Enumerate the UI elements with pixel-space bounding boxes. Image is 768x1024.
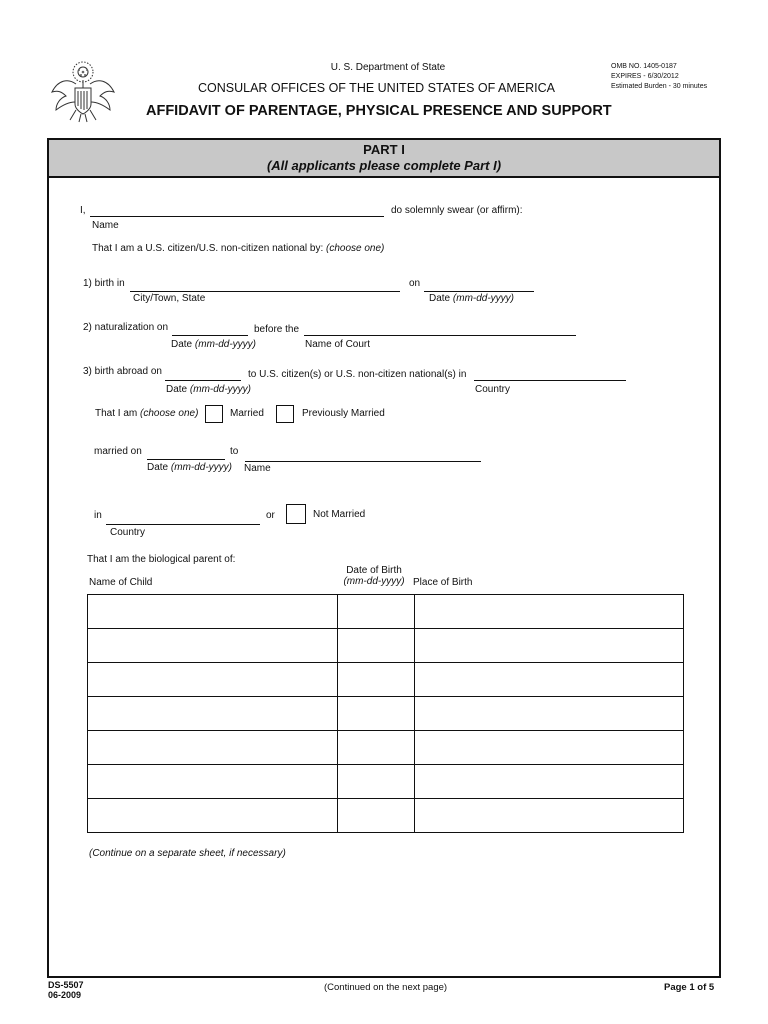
before-the-label: before the bbox=[254, 324, 300, 335]
child-name-cell[interactable] bbox=[88, 629, 338, 663]
part-one-header bbox=[49, 140, 719, 178]
court-name-label: Name of Court bbox=[305, 339, 371, 350]
swear-text: do solemnly swear (or affirm): bbox=[391, 205, 523, 216]
child-place-cell[interactable] bbox=[415, 799, 684, 833]
marriage-country-field[interactable] bbox=[106, 524, 260, 525]
not-married-label: Not Married bbox=[313, 509, 366, 520]
page-number: Page 1 of 5 bbox=[664, 982, 715, 993]
citizen-by-text: That I am a U.S. citizen/U.S. non-citizen national by: (choose one) bbox=[92, 243, 385, 254]
part-title: PART I bbox=[363, 142, 405, 157]
col-place-of-birth: Place of Birth bbox=[413, 577, 473, 588]
to-label: to bbox=[230, 446, 239, 457]
child-name-cell[interactable] bbox=[88, 697, 338, 731]
birth-in-label: 1) birth in bbox=[83, 278, 125, 289]
part-subtitle: (All applicants please complete Part I) bbox=[266, 158, 502, 173]
on-label: on bbox=[409, 278, 421, 289]
child-name-cell[interactable] bbox=[88, 799, 338, 833]
child-place-cell[interactable] bbox=[415, 629, 684, 663]
child-place-cell[interactable] bbox=[415, 595, 684, 629]
child-name-cell[interactable] bbox=[88, 663, 338, 697]
department-name: U. S. Department of State bbox=[330, 62, 446, 73]
birth-city-state-field[interactable] bbox=[130, 291, 400, 292]
col-name-of-child: Name of Child bbox=[89, 577, 153, 588]
i-prefix: I, bbox=[80, 205, 86, 216]
child-name-cell[interactable] bbox=[88, 731, 338, 765]
continued-note: (Continued on the next page) bbox=[324, 982, 448, 993]
marital-status-prompt: That I am (choose one) bbox=[95, 408, 199, 419]
child-dob-cell[interactable] bbox=[338, 595, 415, 629]
form-version-date: 06-2009 bbox=[48, 990, 82, 1000]
child-dob-cell[interactable] bbox=[338, 663, 415, 697]
to-citizens-text: to U.S. citizen(s) or U.S. non-citizen national(s) in bbox=[248, 369, 467, 380]
affiant-name-field[interactable] bbox=[90, 216, 384, 217]
not-married-checkbox[interactable] bbox=[286, 504, 306, 524]
child-place-cell[interactable] bbox=[415, 697, 684, 731]
naturalization-date-label: Date (mm-dd-yyyy) bbox=[171, 339, 257, 350]
table-row bbox=[88, 765, 684, 799]
col-dob-format: (mm-dd-yyyy) bbox=[343, 576, 405, 587]
children-table bbox=[87, 594, 684, 833]
marriage-date-label: Date (mm-dd-yyyy) bbox=[147, 462, 233, 473]
naturalization-date-field[interactable] bbox=[172, 335, 248, 336]
married-label: Married bbox=[230, 408, 264, 419]
married-on-label: married on bbox=[94, 446, 142, 457]
married-checkbox[interactable] bbox=[205, 405, 223, 423]
naturalization-label: 2) naturalization on bbox=[83, 322, 169, 333]
table-row bbox=[88, 629, 684, 663]
marriage-country-label: Country bbox=[110, 527, 146, 538]
table-row bbox=[88, 731, 684, 765]
child-place-cell[interactable] bbox=[415, 663, 684, 697]
expiration-date: EXPIRES - 6/30/2012 bbox=[611, 73, 679, 80]
spouse-name-field[interactable] bbox=[245, 461, 481, 462]
previously-married-checkbox[interactable] bbox=[276, 405, 294, 423]
birth-abroad-date-field[interactable] bbox=[165, 380, 241, 381]
omb-number: OMB NO. 1405-0187 bbox=[611, 63, 677, 70]
child-dob-cell[interactable] bbox=[338, 765, 415, 799]
table-row bbox=[88, 697, 684, 731]
continue-note: (Continue on a separate sheet, if necessary) bbox=[89, 848, 286, 859]
birth-abroad-country-field[interactable] bbox=[474, 380, 626, 381]
spouse-name-label: Name bbox=[244, 463, 271, 474]
biological-parent-text: That I am the biological parent of: bbox=[87, 554, 236, 565]
birth-date-label: Date (mm-dd-yyyy) bbox=[429, 293, 515, 304]
form-number: DS-5507 bbox=[48, 980, 84, 990]
child-place-cell[interactable] bbox=[415, 731, 684, 765]
child-name-cell[interactable] bbox=[88, 765, 338, 799]
child-dob-cell[interactable] bbox=[338, 697, 415, 731]
birth-abroad-country-label: Country bbox=[475, 384, 511, 395]
table-row bbox=[88, 663, 684, 697]
marriage-date-field[interactable] bbox=[147, 459, 225, 460]
table-row bbox=[88, 595, 684, 629]
court-name-field[interactable] bbox=[304, 335, 576, 336]
form-title: AFFIDAVIT OF PARENTAGE, PHYSICAL PRESENCE AND SUPPORT bbox=[146, 103, 612, 119]
or-label: or bbox=[266, 510, 275, 521]
name-label: Name bbox=[92, 220, 119, 231]
previously-married-label: Previously Married bbox=[302, 408, 385, 419]
estimated-burden: Estimated Burden - 30 minutes bbox=[611, 83, 708, 90]
city-state-label: City/Town, State bbox=[133, 293, 206, 304]
birth-abroad-date-label: Date (mm-dd-yyyy) bbox=[166, 384, 252, 395]
child-dob-cell[interactable] bbox=[338, 731, 415, 765]
table-row bbox=[88, 799, 684, 833]
in-label: in bbox=[94, 510, 102, 521]
child-place-cell[interactable] bbox=[415, 765, 684, 799]
col-date-of-birth: Date of Birth bbox=[346, 565, 402, 576]
office-name: CONSULAR OFFICES OF THE UNITED STATES OF AMERICA bbox=[198, 81, 555, 95]
child-name-cell[interactable] bbox=[88, 595, 338, 629]
birth-abroad-label: 3) birth abroad on bbox=[83, 366, 162, 377]
child-dob-cell[interactable] bbox=[338, 799, 415, 833]
child-dob-cell[interactable] bbox=[338, 629, 415, 663]
birth-date-field[interactable] bbox=[424, 291, 534, 292]
